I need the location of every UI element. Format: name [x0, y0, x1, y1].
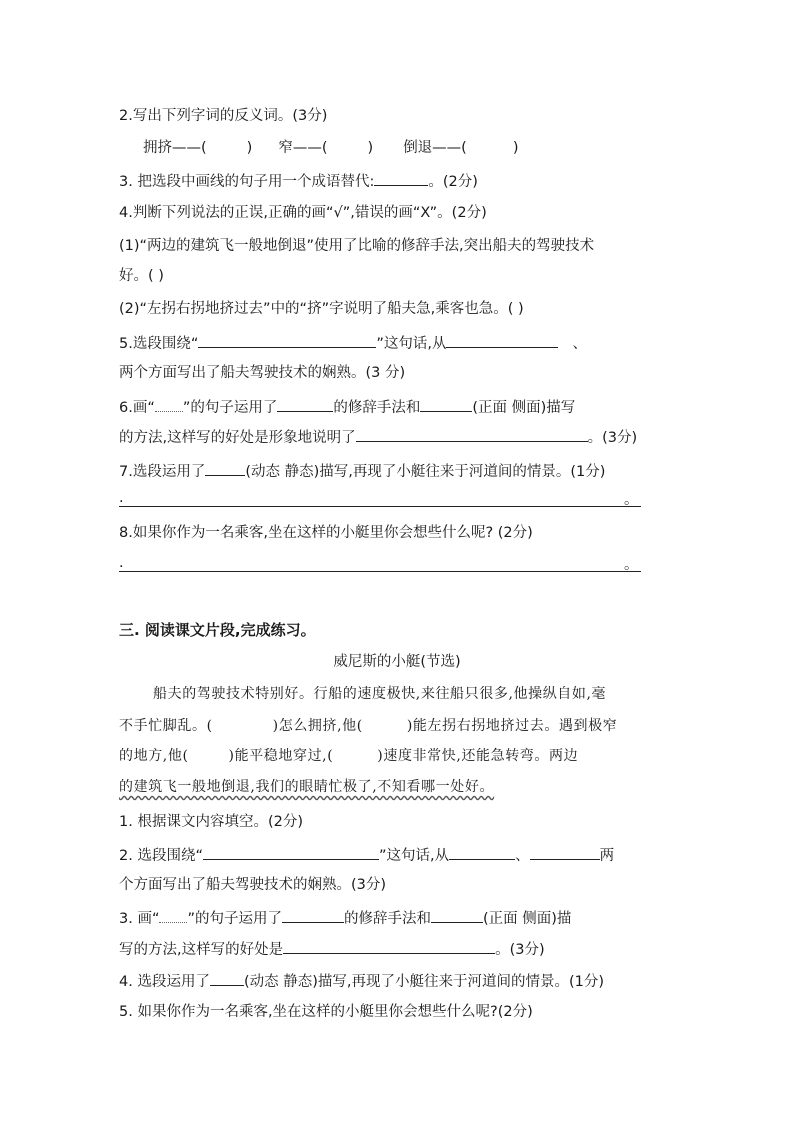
- question-4-2: (2)“左拐右拐地挤过去”中的“挤”字说明了船夫急,乘客也急。( ): [119, 301, 524, 317]
- answer-blank[interactable]: [530, 844, 600, 860]
- answer-line-start: .: [119, 555, 124, 571]
- question-2-items: 拥挤——( ) 窄——( ) 倒退——( ): [143, 140, 519, 156]
- question-4: 4.判断下列说法的正误,正确的画“√”,错误的画“X”。(2分): [119, 205, 487, 221]
- s3-question-5: 5. 如果你作为一名乘客,坐在这样的小艇里你会想些什么呢?(2分): [119, 1004, 533, 1020]
- question-8: 8.如果你作为一名乘客,坐在这样的小艇里你会想些什么呢? (2分): [119, 525, 533, 541]
- passage-title: 威尼斯的小艇(节选): [333, 654, 461, 670]
- question-5: 5.选段围绕“ ”这句话,从 、: [119, 332, 679, 354]
- question-7: 7.选段运用了 (动态 静态)描写,再现了小艇往来于河道间的情景。(1分): [119, 460, 679, 482]
- answer-blank[interactable]: [446, 332, 558, 348]
- s3-question-2: 2. 选段围绕“ ”这句话,从 、 两: [119, 844, 679, 866]
- answer-blank[interactable]: [282, 907, 344, 923]
- answer-blank[interactable]: [203, 844, 379, 860]
- answer-line-end: 。: [624, 557, 639, 573]
- question-2: 2.写出下列字词的反义词。(3分): [119, 108, 328, 124]
- answer-blank[interactable]: [283, 938, 495, 954]
- question-4-1-cont: 好。( ): [119, 268, 164, 284]
- question-6: 6.画“ ”的句子运用了 的修辞手法和 (正面 侧面)描写: [119, 396, 679, 418]
- answer-blank[interactable]: [356, 426, 588, 442]
- answer-line-start: .: [119, 490, 124, 506]
- question-5-cont: 两个方面写出了船夫驾驶技术的娴熟。(3 分): [119, 365, 406, 381]
- answer-blank[interactable]: [198, 332, 376, 348]
- passage-line-2: 不手忙脚乱。( )怎么拥挤,他( )能左拐右拐地挤过去。遇到极窄: [119, 718, 618, 734]
- wavy-line-marker: [159, 910, 187, 923]
- s3-question-4: 4. 选段运用了 (动态 静态)描写,再现了小艇往来于河道间的情景。(1分): [119, 970, 679, 992]
- answer-blank[interactable]: [374, 170, 428, 186]
- answer-blank[interactable]: [420, 396, 472, 412]
- answer-line-end: 。: [624, 492, 639, 508]
- s3-question-3-cont: 写的方法,这样写的好处是 。(3分): [119, 938, 679, 960]
- answer-blank[interactable]: [277, 396, 333, 412]
- passage-line-3: 的地方,他( )能平稳地穿过,( )速度非常快,还能急转弯。两边: [119, 748, 579, 764]
- answer-line[interactable]: [119, 571, 641, 572]
- answer-line[interactable]: [119, 506, 641, 507]
- question-4-1: (1)“两边的建筑飞一般地倒退”使用了比喻的修辞手法,突出船夫的驾驶技术: [119, 238, 595, 254]
- section-3-title: 三. 阅读课文片段,完成练习。: [119, 621, 316, 639]
- s3-question-1: 1. 根据课文内容填空。(2分): [119, 814, 303, 830]
- question-6-cont: 的方法,这样写的好处是形象地说明了 。(3分): [119, 426, 679, 448]
- passage-line-1: 船夫的驾驶技术特别好。行船的速度极快,来往船只很多,他操纵自如,毫: [153, 686, 607, 702]
- answer-blank[interactable]: [210, 970, 244, 986]
- wavy-line-marker: [155, 399, 183, 412]
- s3-question-3: 3. 画“ ”的句子运用了 的修辞手法和 (正面 侧面)描: [119, 907, 679, 929]
- answer-blank[interactable]: [205, 460, 245, 476]
- answer-blank[interactable]: [431, 907, 483, 923]
- question-3: 3. 把选段中画线的句子用一个成语替代: 。(2分): [119, 170, 679, 192]
- answer-blank[interactable]: [449, 844, 515, 860]
- passage-line-4: 的建筑飞一般地倒退,我们的眼睛忙极了,不知看哪一处好。: [119, 779, 495, 795]
- s3-question-2-cont: 个方面写出了船夫驾驶技术的娴熟。(3分): [119, 877, 387, 893]
